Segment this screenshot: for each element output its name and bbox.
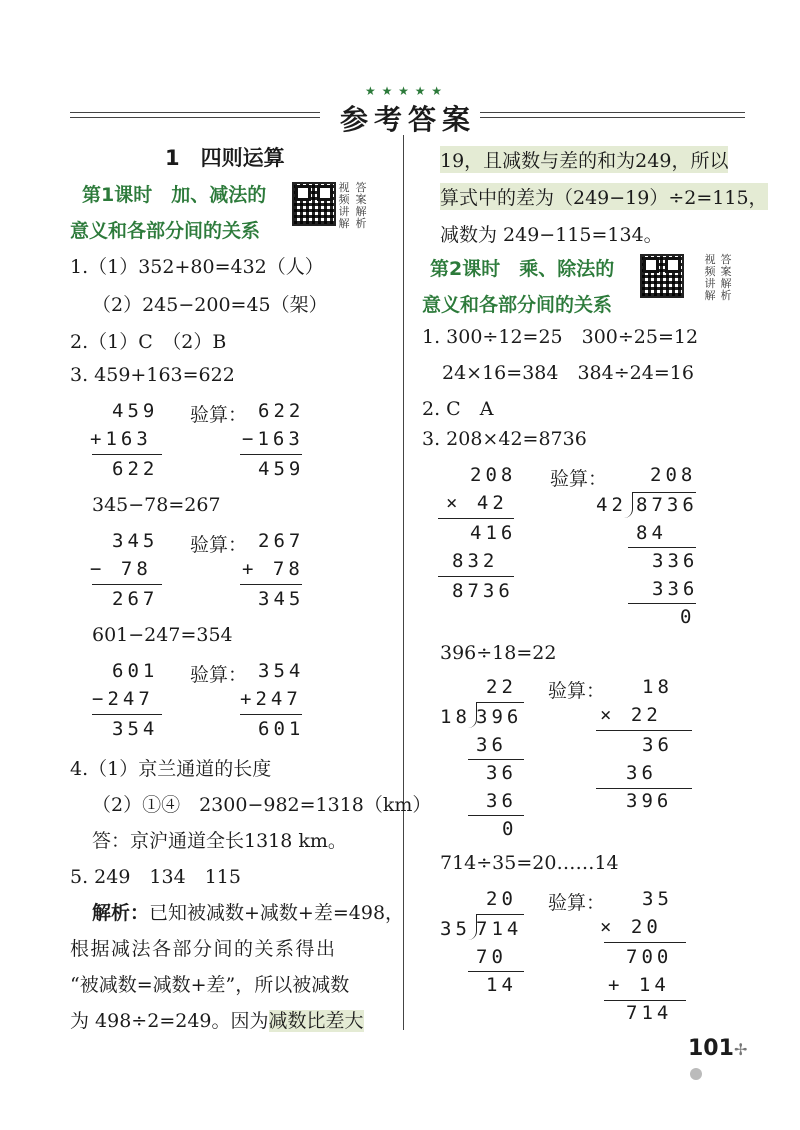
answer-4b: （2）①④ 2300−982=1318（km） bbox=[92, 794, 432, 816]
r-answer-2: 2. C A bbox=[422, 398, 494, 420]
calc1-check-label: 验算： bbox=[190, 404, 248, 426]
mul1-check-label: 验算： bbox=[550, 468, 608, 490]
div2-check-op: × 22 bbox=[600, 704, 662, 726]
mul1-partial1: 416 bbox=[470, 522, 517, 544]
flower-icon: ✢ bbox=[734, 1040, 748, 1059]
div3-dividend: 714 bbox=[476, 918, 523, 940]
mul1-result: 8736 bbox=[452, 580, 514, 602]
lesson1-title-line1: 第1课时 加、减法的 bbox=[82, 184, 267, 206]
calc2-check-a: 267 bbox=[258, 530, 305, 552]
calc1-check-op: −163 bbox=[242, 428, 304, 450]
mul1-check-divisor: 42 bbox=[596, 494, 627, 516]
div2-step3: 36 bbox=[486, 790, 517, 812]
div2-check-label: 验算： bbox=[548, 680, 606, 702]
mul1-check-quotient: 208 bbox=[650, 464, 697, 486]
chapter-title: 1 四则运算 bbox=[165, 146, 285, 170]
explanation-text1: 已知被减数+减数+差=498， bbox=[149, 902, 405, 924]
div2-check-partial2: 36 bbox=[626, 762, 657, 784]
calc2-check-result: 345 bbox=[258, 588, 305, 610]
calc1-check-a: 622 bbox=[258, 400, 305, 422]
calc1-op: +163 bbox=[90, 428, 152, 450]
calc1-check-result: 459 bbox=[258, 458, 305, 480]
calc1-a: 459 bbox=[112, 400, 159, 422]
div2-quotient: 22 bbox=[486, 676, 517, 698]
calc3-op: −247 bbox=[92, 688, 154, 710]
header-rule-right bbox=[480, 112, 745, 118]
div3-check-line2 bbox=[604, 1000, 686, 1001]
explanation-highlight: 减数比差大 bbox=[268, 1010, 364, 1032]
explanation-line4 bbox=[70, 1006, 364, 1033]
answer-1a: 1.（1）352+80=432（人） bbox=[70, 256, 324, 278]
explanation-line1 bbox=[92, 898, 404, 925]
qr-code-icon[interactable] bbox=[640, 254, 684, 298]
div2-check-line1 bbox=[596, 730, 692, 731]
qr-code-icon[interactable] bbox=[292, 182, 336, 226]
mul1-a: 208 bbox=[470, 464, 517, 486]
calc2-result: 267 bbox=[112, 588, 159, 610]
mul1-check-line2 bbox=[628, 603, 696, 604]
qr-label-answer: 答案解析 bbox=[355, 181, 367, 230]
div3-step1: 70 bbox=[476, 946, 507, 968]
div3-check-partial: 700 bbox=[626, 946, 673, 968]
calc2-op: − 78 bbox=[90, 558, 152, 580]
qr-label-video: 视频讲解 bbox=[704, 253, 716, 302]
div3-divisor: 35 bbox=[440, 918, 471, 940]
calc3-result: 354 bbox=[112, 718, 159, 740]
qr-label-answer: 答案解析 bbox=[720, 253, 732, 302]
mul1-op: × 42 bbox=[446, 492, 508, 514]
calc2-check-line bbox=[240, 584, 302, 585]
explanation-label: 解析： bbox=[92, 902, 150, 924]
div2-dividend: 396 bbox=[476, 706, 523, 728]
lesson2-title-line2: 意义和各部分间的关系 bbox=[422, 294, 613, 316]
div3-remainder: 14 bbox=[486, 974, 517, 996]
div2-line1 bbox=[468, 759, 524, 760]
div2-step2: 36 bbox=[486, 762, 517, 784]
div3-check-a: 35 bbox=[642, 888, 673, 910]
div3-check-line1 bbox=[604, 942, 686, 943]
mul1-check-line1 bbox=[628, 547, 696, 548]
div3-check-label: 验算： bbox=[548, 892, 606, 914]
calc2-a: 345 bbox=[112, 530, 159, 552]
div3-check-result: 714 bbox=[626, 1002, 673, 1024]
continued-line3: 减数为 249−115=134。 bbox=[440, 224, 663, 246]
page-title: 参考答案 bbox=[340, 103, 477, 136]
equation-2: 345−78=267 bbox=[92, 494, 221, 516]
calc3-check-result: 601 bbox=[258, 718, 305, 740]
div2-divisor: 18 bbox=[440, 706, 471, 728]
calc3-check-op: +247 bbox=[240, 688, 302, 710]
r-answer-3: 3. 208×42=8736 bbox=[422, 428, 587, 450]
mul1-check-dividend: 8736 bbox=[636, 494, 698, 516]
calc3-check-line bbox=[240, 714, 302, 715]
calc1-check-line bbox=[240, 454, 302, 455]
div2-bracket bbox=[476, 702, 524, 703]
page-number-dot bbox=[690, 1068, 702, 1080]
answer-4c: 答：京沪通道全长1318 km。 bbox=[92, 830, 347, 852]
mul1-check-remainder: 0 bbox=[680, 606, 696, 628]
div2-step1: 36 bbox=[476, 734, 507, 756]
calc3-line bbox=[92, 714, 162, 715]
calc3-check-a: 354 bbox=[258, 660, 305, 682]
r-equation-2: 396÷18=22 bbox=[440, 642, 557, 664]
answer-1b: （2）245−200=45（架） bbox=[92, 294, 328, 316]
answer-5: 5. 249 134 115 bbox=[70, 866, 241, 888]
div3-check-op: × 20 bbox=[600, 916, 662, 938]
calc2-check-label: 验算： bbox=[190, 534, 248, 556]
div3-check-add: + 14 bbox=[608, 974, 670, 996]
answer-2: 2.（1）C （2）B bbox=[70, 331, 227, 353]
explanation-text4a: 为 498÷2=249。因为 bbox=[70, 1010, 269, 1032]
mul1-check-step3: 336 bbox=[652, 578, 699, 600]
r-equation-3: 714÷35=20……14 bbox=[440, 852, 619, 874]
div3-bracket bbox=[476, 914, 524, 915]
calc2-line bbox=[92, 584, 162, 585]
mul1-line1 bbox=[438, 518, 514, 519]
lesson1-title-line2: 意义和各部分间的关系 bbox=[70, 220, 261, 242]
explanation-line2: 根据减法各部分间的关系得出 bbox=[70, 938, 337, 960]
answer-3: 3. 459+163=622 bbox=[70, 364, 235, 386]
r-answer-1a: 1. 300÷12=25 300÷25=12 bbox=[422, 326, 699, 348]
calc1-line bbox=[92, 454, 162, 455]
calc1-result: 622 bbox=[112, 458, 159, 480]
qr-label-video: 视频讲解 bbox=[338, 181, 350, 230]
div2-remainder: 0 bbox=[502, 818, 518, 840]
lesson2-title-line1: 第2课时 乘、除法的 bbox=[430, 258, 615, 280]
mul1-check-step1: 84 bbox=[636, 522, 667, 544]
column-divider bbox=[403, 135, 404, 1030]
div2-check-result: 396 bbox=[626, 790, 673, 812]
div3-quotient: 20 bbox=[486, 888, 517, 910]
div2-check-line2 bbox=[596, 788, 692, 789]
div2-check-a: 18 bbox=[642, 676, 673, 698]
page-number: 101 bbox=[688, 1036, 734, 1061]
answer-4a: 4.（1）京兰通道的长度 bbox=[70, 758, 272, 780]
calc3-a: 601 bbox=[112, 660, 159, 682]
div2-line2 bbox=[468, 815, 524, 816]
r-answer-1b: 24×16=384 384÷24=16 bbox=[442, 362, 694, 384]
continued-line1: 19，且减数与差的和为249，所以 bbox=[440, 146, 728, 173]
div3-line1 bbox=[468, 971, 524, 972]
mul1-check-step2: 336 bbox=[652, 550, 699, 572]
calc2-check-op: + 78 bbox=[242, 558, 304, 580]
explanation-line3: “被减数=减数+差”，所以被减数 bbox=[70, 974, 350, 996]
mul1-line2 bbox=[438, 576, 514, 577]
div2-check-partial1: 36 bbox=[642, 734, 673, 756]
continued-line2: 算式中的差为（249−19）÷2=115， bbox=[440, 183, 768, 210]
equation-3: 601−247=354 bbox=[92, 624, 233, 646]
mul1-check-bracket bbox=[632, 492, 696, 493]
mul1-partial2: 832 bbox=[452, 550, 499, 572]
header-rule-left bbox=[70, 112, 320, 118]
calc3-check-label: 验算： bbox=[190, 664, 248, 686]
header-stars: ★ ★ ★ ★ ★ bbox=[365, 84, 444, 98]
